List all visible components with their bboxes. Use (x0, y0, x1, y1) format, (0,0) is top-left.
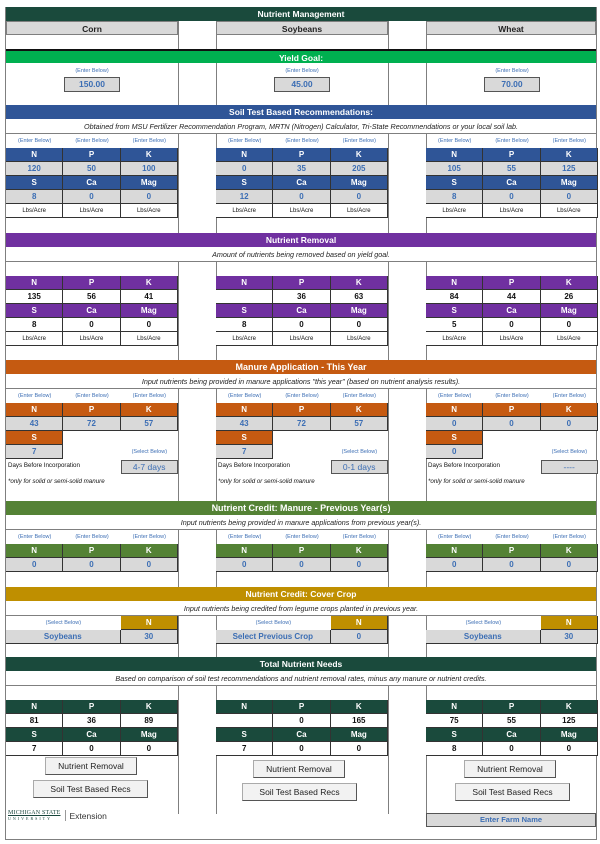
manure-previous-header: Nutrient Credit: Manure - Previous Year(s) (6, 501, 596, 515)
nutrient-header: P (483, 700, 540, 714)
cover-crop-header: Nutrient Credit: Cover Crop (6, 587, 596, 601)
manure-this-year-header: Manure Application - This Year (6, 360, 596, 374)
nutrient-header: K (541, 148, 598, 162)
nutrient-value: 56 (63, 290, 120, 304)
nutrient-value: 26 (541, 290, 598, 304)
nutrient-header: N (121, 616, 178, 630)
nutrient-value[interactable]: 120 (6, 162, 63, 176)
unit-label: Lbs/Acre (331, 204, 388, 218)
unit-label: Lbs/Acre (426, 332, 483, 346)
select-below-hint: (Select Below) (45, 620, 82, 626)
nutrient-value[interactable]: 55 (483, 162, 540, 176)
enter-below-hint: (Enter Below) (552, 138, 586, 144)
days-incorporation-select[interactable]: 0-1 days (331, 460, 388, 474)
enter-below-hint: (Enter Below) (132, 138, 166, 144)
yield-hint-soybeans: (Enter Below) (285, 68, 319, 74)
nutrient-header: N (6, 700, 63, 714)
soil-test-recs-button-wheat[interactable]: Soil Test Based Recs (455, 783, 570, 801)
nutrient-header: P (273, 276, 330, 290)
nutrient-value: 7 (216, 742, 273, 756)
previous-manure-input[interactable]: 0 (541, 558, 598, 572)
unit-label: Lbs/Acre (216, 204, 273, 218)
select-below-hint: (Select Below) (465, 620, 502, 626)
nutrient-header: P (63, 403, 120, 417)
enter-below-hint: (Enter Below) (438, 534, 472, 540)
manure-input[interactable]: 43 (216, 417, 273, 431)
days-incorporation-select[interactable]: ---- (541, 460, 598, 474)
nutrient-header: N (331, 616, 388, 630)
nutrient-value[interactable]: 0 (331, 190, 388, 204)
logo-line2: UNIVERSITY (8, 816, 52, 821)
nutrient-header: N (426, 403, 483, 417)
nutrient-value: 125 (541, 714, 598, 728)
enter-below-hint: (Enter Below) (18, 138, 52, 144)
select-below-hint: (Select Below) (551, 449, 588, 455)
unit-label: Lbs/Acre (121, 204, 178, 218)
cover-crop-select[interactable]: Soybeans (426, 630, 541, 644)
cover-crop-n-value: 0 (331, 630, 388, 644)
previous-manure-input[interactable]: 0 (331, 558, 388, 572)
soil-test-header: Soil Test Based Recommendations: (6, 105, 596, 119)
unit-label: Lbs/Acre (541, 204, 598, 218)
nutrient-header: N (6, 276, 63, 290)
nutrient-removal-note: Amount of nutrients being removed based on yield goal. (6, 247, 596, 262)
enter-below-hint: (Enter Below) (228, 393, 262, 399)
enter-below-hint: (Enter Below) (438, 138, 472, 144)
nutrient-value: 0 (483, 742, 540, 756)
nutrient-header: P (483, 148, 540, 162)
nutrient-header: P (273, 544, 330, 558)
nutrient-header: P (273, 700, 330, 714)
logo-line1: MICHIGAN STATE (8, 810, 61, 816)
msu-extension-logo (8, 810, 107, 821)
nutrient-value: 75 (426, 714, 483, 728)
nutrient-header: S (426, 431, 483, 445)
nutrient-header: K (121, 148, 178, 162)
nutrient-value[interactable]: 35 (273, 162, 330, 176)
nutrient-header: N (6, 403, 63, 417)
enter-below-hint: (Enter Below) (228, 138, 262, 144)
unit-label: Lbs/Acre (483, 204, 540, 218)
nutrient-header: Ca (483, 728, 540, 742)
nutrient-value (216, 290, 273, 304)
nutrient-value: 0 (273, 318, 330, 332)
soil-test-recs-button-soybeans[interactable]: Soil Test Based Recs (242, 783, 357, 801)
cover-crop-select[interactable]: Select Previous Crop (216, 630, 331, 644)
nutrient-value: 0 (273, 714, 330, 728)
nutrient-value[interactable]: 105 (426, 162, 483, 176)
nutrient-value: 89 (121, 714, 178, 728)
manure-input[interactable]: 72 (273, 417, 330, 431)
nutrient-header: K (331, 276, 388, 290)
enter-below-hint: (Enter Below) (285, 138, 319, 144)
manure-previous-note: Input nutrients being provided in manure applications from previous year(s). (6, 515, 596, 530)
nutrient-header: P (273, 403, 330, 417)
nutrient-header: K (121, 544, 178, 558)
enter-below-hint: (Enter Below) (18, 393, 52, 399)
manure-input[interactable]: 7 (6, 445, 63, 459)
previous-manure-input[interactable]: 0 (121, 558, 178, 572)
previous-manure-input[interactable]: 0 (483, 558, 540, 572)
enter-below-hint: (Enter Below) (285, 393, 319, 399)
nutrient-header: N (216, 544, 273, 558)
nutrient-header: Mag (121, 176, 178, 190)
crop-name-wheat: Wheat (426, 21, 596, 35)
days-incorporation-select[interactable]: 4-7 days (121, 460, 178, 474)
nutrient-header: S (216, 728, 273, 742)
manure-input[interactable]: 43 (6, 417, 63, 431)
nutrient-value: 84 (426, 290, 483, 304)
cover-crop-n-value: 30 (541, 630, 598, 644)
nutrient-value[interactable]: 0 (121, 190, 178, 204)
nutrient-header: S (426, 728, 483, 742)
nutrient-header: P (483, 276, 540, 290)
nutrient-header: K (121, 700, 178, 714)
enter-below-hint: (Enter Below) (285, 534, 319, 540)
nutrient-value: 0 (483, 318, 540, 332)
column-divider (178, 21, 179, 814)
yield-hint-corn: (Enter Below) (75, 68, 109, 74)
unit-label: Lbs/Acre (216, 332, 273, 346)
cover-crop-note: Input nutrients being credited from legume crops planted in previous year. (6, 601, 596, 616)
nutrient-removal-button-soybeans[interactable]: Nutrient Removal (253, 760, 345, 778)
nutrient-header: P (63, 544, 120, 558)
nutrient-header: Mag (331, 176, 388, 190)
yield-goal-header: Yield Goal: (6, 49, 596, 63)
nutrient-header: P (483, 544, 540, 558)
yield-goal-input-corn[interactable]: 150.00 (64, 77, 120, 92)
yield-goal-input-wheat[interactable]: 70.00 (484, 77, 540, 92)
enter-below-hint: (Enter Below) (75, 534, 109, 540)
nutrient-removal-header: Nutrient Removal (6, 233, 596, 247)
enter-below-hint: (Enter Below) (438, 393, 472, 399)
nutrient-management-sheet (5, 7, 597, 840)
nutrient-header: S (6, 304, 63, 318)
farm-name-input[interactable]: Enter Farm Name (426, 813, 596, 827)
nutrient-value: 0 (331, 318, 388, 332)
manure-input[interactable]: 57 (331, 417, 388, 431)
unit-label: Lbs/Acre (6, 204, 63, 218)
nutrient-header: S (6, 176, 63, 190)
enter-below-hint: (Enter Below) (552, 534, 586, 540)
nutrient-header: N (216, 148, 273, 162)
nutrient-header: K (541, 544, 598, 558)
nutrient-value[interactable]: 8 (6, 190, 63, 204)
nutrient-header: P (63, 148, 120, 162)
nutrient-value: 44 (483, 290, 540, 304)
enter-below-hint: (Enter Below) (132, 393, 166, 399)
nutrient-header: K (121, 276, 178, 290)
select-below-hint: (Select Below) (255, 620, 292, 626)
nutrient-value: 8 (216, 318, 273, 332)
unit-label: Lbs/Acre (273, 204, 330, 218)
days-before-incorporation-label: Days Before Incorporation (428, 462, 500, 469)
nutrient-value: 0 (63, 742, 120, 756)
nutrient-header: P (63, 276, 120, 290)
unit-label: Lbs/Acre (63, 204, 120, 218)
logo-extension: Extension (69, 810, 107, 821)
nutrient-header: Ca (273, 176, 330, 190)
enter-below-hint: (Enter Below) (75, 138, 109, 144)
nutrient-value[interactable]: 125 (541, 162, 598, 176)
nutrient-removal-button-corn[interactable]: Nutrient Removal (45, 757, 137, 775)
nutrient-header: Ca (63, 728, 120, 742)
nutrient-header: Mag (121, 304, 178, 318)
unit-label: Lbs/Acre (541, 332, 598, 346)
nutrient-value[interactable]: 12 (216, 190, 273, 204)
select-below-hint: (Select Below) (131, 449, 168, 455)
nutrient-header: Ca (483, 176, 540, 190)
enter-below-hint: (Enter Below) (552, 393, 586, 399)
nutrient-header: K (121, 403, 178, 417)
nutrient-value (216, 714, 273, 728)
nutrient-value[interactable]: 205 (331, 162, 388, 176)
crop-name-soybeans: Soybeans (216, 21, 388, 35)
nutrient-header: K (331, 403, 388, 417)
manure-input[interactable]: 7 (216, 445, 273, 459)
manure-input[interactable]: 57 (121, 417, 178, 431)
nutrient-value[interactable]: 0 (216, 162, 273, 176)
nutrient-value: 41 (121, 290, 178, 304)
nutrient-value: 165 (331, 714, 388, 728)
nutrient-value[interactable]: 50 (63, 162, 120, 176)
enter-below-hint: (Enter Below) (342, 534, 376, 540)
manure-this-year-note: Input nutrients being provided in manure applications "this year" (based on nutrient analysis results). (6, 374, 596, 389)
sheet-title: Nutrient Management (6, 7, 596, 21)
crop-name-corn: Corn (6, 21, 178, 35)
unit-label: Lbs/Acre (6, 332, 63, 346)
nutrient-value[interactable]: 0 (541, 190, 598, 204)
manure-input[interactable]: 0 (541, 417, 598, 431)
manure-footnote: *only for solid or semi-solid manure (8, 478, 105, 485)
enter-below-hint: (Enter Below) (495, 393, 529, 399)
cover-crop-select[interactable]: Soybeans (6, 630, 121, 644)
yield-hint-wheat: (Enter Below) (495, 68, 529, 74)
nutrient-header: K (541, 700, 598, 714)
unit-label: Lbs/Acre (121, 332, 178, 346)
nutrient-header: N (6, 544, 63, 558)
nutrient-header: Mag (541, 176, 598, 190)
nutrient-value: 8 (426, 742, 483, 756)
nutrient-value: 55 (483, 714, 540, 728)
nutrient-header: N (216, 403, 273, 417)
enter-below-hint: (Enter Below) (228, 534, 262, 540)
nutrient-value[interactable]: 8 (426, 190, 483, 204)
nutrient-value: 81 (6, 714, 63, 728)
nutrient-header: Mag (331, 728, 388, 742)
nutrient-header: K (331, 148, 388, 162)
nutrient-value: 36 (63, 714, 120, 728)
nutrient-header: Mag (331, 304, 388, 318)
nutrient-value[interactable]: 0 (273, 190, 330, 204)
nutrient-header: N (426, 544, 483, 558)
nutrient-value: 0 (121, 742, 178, 756)
nutrient-header: P (63, 700, 120, 714)
enter-below-hint: (Enter Below) (132, 534, 166, 540)
cover-crop-n-value: 30 (121, 630, 178, 644)
unit-label: Lbs/Acre (273, 332, 330, 346)
soil-test-note: Obtained from MSU Fertilizer Recommendation Program, MRTN (Nitrogen) Calculator, Tri-State Recommendations or your local soil lab. (6, 119, 596, 134)
nutrient-value[interactable]: 100 (121, 162, 178, 176)
nutrient-value: 0 (63, 318, 120, 332)
nutrient-header: N (216, 276, 273, 290)
soil-test-recs-button-corn[interactable]: Soil Test Based Recs (33, 780, 148, 798)
previous-manure-input[interactable]: 0 (63, 558, 120, 572)
nutrient-value: 0 (541, 742, 598, 756)
nutrient-header: Ca (63, 304, 120, 318)
nutrient-value: 36 (273, 290, 330, 304)
manure-footnote: *only for solid or semi-solid manure (218, 478, 315, 485)
enter-below-hint: (Enter Below) (342, 138, 376, 144)
nutrient-value: 63 (331, 290, 388, 304)
manure-footnote: *only for solid or semi-solid manure (428, 478, 525, 485)
nutrient-header: P (273, 148, 330, 162)
nutrient-header: Mag (541, 304, 598, 318)
unit-label: Lbs/Acre (426, 204, 483, 218)
nutrient-value: 0 (121, 318, 178, 332)
nutrient-header: S (6, 431, 63, 445)
total-needs-note: Based on comparison of soil test recommendations and nutrient removal rates, minus any manure or nutrient credits. (6, 671, 596, 686)
nutrient-header: K (331, 544, 388, 558)
nutrient-header: Ca (483, 304, 540, 318)
nutrient-header: Mag (541, 728, 598, 742)
previous-manure-input[interactable]: 0 (216, 558, 273, 572)
enter-below-hint: (Enter Below) (495, 138, 529, 144)
nutrient-header: Ca (273, 304, 330, 318)
select-below-hint: (Select Below) (341, 449, 378, 455)
yield-goal-input-soybeans[interactable]: 45.00 (274, 77, 330, 92)
unit-label: Lbs/Acre (483, 332, 540, 346)
previous-manure-input[interactable]: 0 (273, 558, 330, 572)
nutrient-value: 0 (331, 742, 388, 756)
nutrient-removal-button-wheat[interactable]: Nutrient Removal (464, 760, 556, 778)
nutrient-header: N (6, 148, 63, 162)
nutrient-header: Ca (273, 728, 330, 742)
nutrient-header: S (6, 728, 63, 742)
nutrient-value: 135 (6, 290, 63, 304)
nutrient-header: P (483, 403, 540, 417)
nutrient-header: N (426, 700, 483, 714)
nutrient-header: N (541, 616, 598, 630)
enter-below-hint: (Enter Below) (342, 393, 376, 399)
manure-input[interactable]: 0 (426, 417, 483, 431)
column-divider (388, 21, 389, 814)
enter-below-hint: (Enter Below) (75, 393, 109, 399)
nutrient-header: S (216, 431, 273, 445)
unit-label: Lbs/Acre (63, 332, 120, 346)
nutrient-value: 0 (541, 318, 598, 332)
nutrient-header: S (426, 176, 483, 190)
previous-manure-input[interactable]: 0 (426, 558, 483, 572)
nutrient-header: N (426, 148, 483, 162)
previous-manure-input[interactable]: 0 (6, 558, 63, 572)
enter-below-hint: (Enter Below) (18, 534, 52, 540)
nutrient-header: K (331, 700, 388, 714)
nutrient-header: K (541, 403, 598, 417)
days-before-incorporation-label: Days Before Incorporation (8, 462, 80, 469)
days-before-incorporation-label: Days Before Incorporation (218, 462, 290, 469)
nutrient-header: S (216, 176, 273, 190)
nutrient-value[interactable]: 0 (483, 190, 540, 204)
nutrient-header: N (426, 276, 483, 290)
nutrient-value: 7 (6, 742, 63, 756)
nutrient-value: 5 (426, 318, 483, 332)
total-needs-header: Total Nutrient Needs (6, 657, 596, 671)
nutrient-value[interactable]: 0 (63, 190, 120, 204)
nutrient-header: Mag (121, 728, 178, 742)
manure-input[interactable]: 0 (483, 417, 540, 431)
nutrient-header: S (216, 304, 273, 318)
nutrient-header: N (216, 700, 273, 714)
nutrient-header: Ca (63, 176, 120, 190)
nutrient-header: K (541, 276, 598, 290)
nutrient-value: 8 (6, 318, 63, 332)
nutrient-value: 0 (273, 742, 330, 756)
nutrient-header: S (426, 304, 483, 318)
manure-input[interactable]: 72 (63, 417, 120, 431)
unit-label: Lbs/Acre (331, 332, 388, 346)
enter-below-hint: (Enter Below) (495, 534, 529, 540)
manure-input[interactable]: 0 (426, 445, 483, 459)
